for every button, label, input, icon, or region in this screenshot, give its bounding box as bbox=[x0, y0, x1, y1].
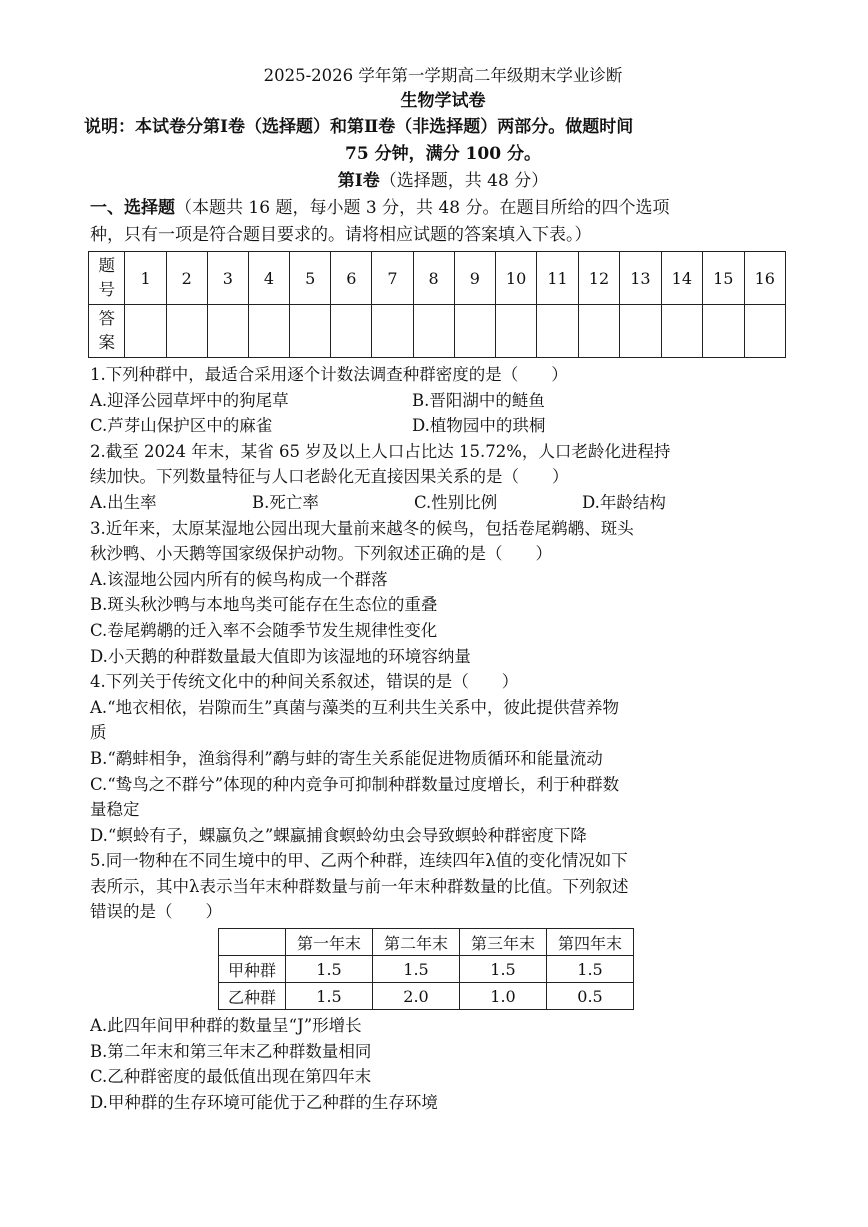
lambda-table-cell: 1.5 bbox=[460, 956, 547, 983]
question-4-option-c-line-2: 量稳定 bbox=[90, 800, 140, 820]
question-5-stem-line-3: 错误的是（ ） bbox=[90, 902, 222, 922]
answer-table-number-header: 题 号 bbox=[89, 252, 125, 305]
exam-title: 2025-2026 学年第一学期高二年级期末学业诊断 bbox=[263, 66, 623, 85]
answer-cell[interactable] bbox=[495, 305, 536, 358]
question-2-option-b: B.死亡率 bbox=[252, 492, 319, 512]
question-1-stem: 1.下列种群中，最适合采用逐个计数法调查种群密度的是（ ） bbox=[90, 365, 568, 384]
lambda-table-column-header: 第四年末 bbox=[547, 929, 634, 956]
lambda-table-cell: 1.5 bbox=[286, 983, 373, 1010]
question-2-option-a: A.出生率 bbox=[90, 492, 157, 512]
question-number-cell: 5 bbox=[290, 252, 331, 305]
question-3-option-c: C.卷尾鹈鹕的迁入率不会随季节发生规律性变化 bbox=[90, 620, 438, 640]
question-number-cell: 13 bbox=[620, 252, 661, 305]
exam-instructions bbox=[84, 114, 796, 168]
question-4-option-c-line-1: C.“鸷鸟之不群兮”体现的种内竞争可抑制种群数量过度增长，利于种群数 bbox=[90, 774, 620, 794]
lambda-table-header-row bbox=[219, 929, 634, 956]
question-5-option-d: D.甲种群的生存环境可能优于乙种群的生存环境 bbox=[90, 1092, 438, 1112]
section-label: 一、选择题 bbox=[90, 198, 175, 218]
lambda-table-cell: 1.0 bbox=[460, 983, 547, 1010]
question-number-cell: 3 bbox=[207, 252, 248, 305]
question-number-cell: 2 bbox=[166, 252, 207, 305]
question-1-option-b: B.晋阳湖中的鲢鱼 bbox=[412, 390, 545, 410]
volume-detail: （选择题，共 48 分） bbox=[379, 171, 549, 191]
question-number-cell: 9 bbox=[454, 252, 495, 305]
question-3-option-d: D.小天鹅的种群数量最大值即为该湿地的环境容纳量 bbox=[90, 646, 471, 666]
question-1-options-cd bbox=[90, 413, 796, 439]
question-4-option-b: B.“鹬蚌相争，渔翁得利”鹬与蚌的寄生关系能促进物质循环和能量流动 bbox=[90, 748, 603, 768]
instructions-line-1: 说明：本试卷分第Ⅰ卷（选择题）和第Ⅱ卷（非选择题）两部分。做题时间 bbox=[84, 117, 634, 137]
question-5-stem-line-1: 5.同一物种在不同生境中的甲、乙两个种群，连续四年λ值的变化情况如下 bbox=[90, 851, 628, 871]
answer-cell[interactable] bbox=[620, 305, 661, 358]
question-number-cell: 10 bbox=[495, 252, 536, 305]
section-instruction-line-1: （本题共 16 题，每小题 3 分，共 48 分。在题目所给的四个选项 bbox=[175, 198, 670, 218]
question-number-cell: 1 bbox=[125, 252, 166, 305]
question-4-option-a-line-2: 质 bbox=[90, 723, 107, 743]
volume-label: 第Ⅰ卷 bbox=[337, 171, 380, 191]
question-number-cell: 15 bbox=[703, 252, 744, 305]
question-number-cell: 8 bbox=[413, 252, 454, 305]
question-3-option-b: B.斑头秋沙鸭与本地鸟类可能存在生态位的重叠 bbox=[90, 595, 438, 615]
lambda-table-column-header: 第三年末 bbox=[460, 929, 547, 956]
answer-cell[interactable] bbox=[537, 305, 578, 358]
question-number-cell: 11 bbox=[537, 252, 578, 305]
exam-subject: 生物学试卷 bbox=[400, 91, 486, 111]
answer-cell[interactable] bbox=[413, 305, 454, 358]
answer-cell[interactable] bbox=[248, 305, 289, 358]
answer-cell[interactable] bbox=[331, 305, 372, 358]
question-number-cell: 14 bbox=[661, 252, 702, 305]
lambda-table-row-jia bbox=[219, 956, 634, 983]
answer-table-number-row bbox=[89, 252, 786, 305]
question-5-option-a: A.此四年间甲种群的数量呈“J”形增长 bbox=[90, 1016, 362, 1036]
question-number-cell: 7 bbox=[372, 252, 413, 305]
lambda-table-corner bbox=[219, 929, 286, 956]
question-4-option-a-line-1: A.“地衣相依，岩隙而生”真菌与藻类的互利共生关系中，彼此提供营养物 bbox=[90, 697, 620, 717]
lambda-table bbox=[218, 928, 634, 1010]
lambda-table-cell: 1.5 bbox=[373, 956, 460, 983]
answer-cell[interactable] bbox=[290, 305, 331, 358]
question-2-option-d: D.年龄结构 bbox=[582, 492, 666, 512]
answer-cell[interactable] bbox=[661, 305, 702, 358]
question-2-options bbox=[90, 490, 796, 516]
volume-heading bbox=[90, 168, 796, 195]
question-2-stem-line-2: 续加快。下列数量特征与人口老龄化无直接因果关系的是（ ） bbox=[90, 467, 569, 487]
answer-cell[interactable] bbox=[372, 305, 413, 358]
question-3-option-a: A.该湿地公园内所有的候鸟构成一个群落 bbox=[90, 569, 388, 589]
lambda-table-row-header: 乙种群 bbox=[219, 983, 286, 1010]
answer-cell[interactable] bbox=[578, 305, 619, 358]
lambda-table-cell: 2.0 bbox=[373, 983, 460, 1010]
question-1-option-c: C.芦芽山保护区中的麻雀 bbox=[90, 416, 273, 436]
question-number-cell: 12 bbox=[578, 252, 619, 305]
lambda-table-column-header: 第一年末 bbox=[286, 929, 373, 956]
lambda-table-cell: 0.5 bbox=[547, 983, 634, 1010]
question-1-option-d: D.植物园中的珙桐 bbox=[412, 416, 546, 436]
question-4-option-d: D.“螟蛉有子，蜾蠃负之”蜾蠃捕食螟蛉幼虫会导致螟蛉种群密度下降 bbox=[90, 825, 587, 845]
question-5-option-b: B.第二年末和第三年末乙种群数量相同 bbox=[90, 1041, 372, 1061]
answer-cell[interactable] bbox=[744, 305, 786, 358]
answer-cell[interactable] bbox=[703, 305, 744, 358]
answer-table-answer-header: 答 案 bbox=[89, 305, 125, 358]
lambda-table-cell: 1.5 bbox=[547, 956, 634, 983]
lambda-table-row-yi bbox=[219, 983, 634, 1010]
lambda-table-column-header: 第二年末 bbox=[373, 929, 460, 956]
question-2-stem-line-1: 2.截至 2024 年末，某省 65 岁及以上人口占比达 15.72%，人口老龄化进程持 bbox=[90, 441, 671, 461]
question-2-option-c: C.性别比例 bbox=[414, 492, 498, 512]
answer-cell[interactable] bbox=[454, 305, 495, 358]
question-number-cell: 4 bbox=[248, 252, 289, 305]
answer-table-answer-row bbox=[89, 305, 786, 358]
question-number-cell: 16 bbox=[744, 252, 786, 305]
lambda-table-row-header: 甲种群 bbox=[219, 956, 286, 983]
question-4-stem: 4.下列关于传统文化中的种间关系叙述，错误的是（ ） bbox=[90, 672, 519, 692]
question-3-stem-line-1: 3.近年来，太原某湿地公园出现大量前来越冬的候鸟，包括卷尾鹈鹕、斑头 bbox=[90, 518, 634, 538]
answer-cell[interactable] bbox=[125, 305, 166, 358]
question-number-cell: 6 bbox=[331, 252, 372, 305]
section-heading bbox=[90, 195, 796, 222]
question-1-options-ab bbox=[90, 388, 796, 414]
answer-table bbox=[88, 251, 786, 358]
answer-cell[interactable] bbox=[207, 305, 248, 358]
section-instruction-line-2: 种，只有一项是符合题目要求的。请将相应试题的答案填入下表。） bbox=[90, 225, 592, 245]
question-1-option-a: A.迎泽公园草坪中的狗尾草 bbox=[90, 390, 289, 410]
question-5-option-c: C.乙种群密度的最低值出现在第四年末 bbox=[90, 1067, 372, 1087]
lambda-table-cell: 1.5 bbox=[286, 956, 373, 983]
question-5-stem-line-2: 表所示，其中λ表示当年末种群数量与前一年末种群数量的比值。下列叙述 bbox=[90, 876, 629, 896]
instructions-line-2: 75 分钟，满分 100 分。 bbox=[345, 144, 541, 164]
question-3-stem-line-2: 秋沙鸭、小天鹅等国家级保护动物。下列叙述正确的是（ ） bbox=[90, 544, 552, 564]
answer-cell[interactable] bbox=[166, 305, 207, 358]
